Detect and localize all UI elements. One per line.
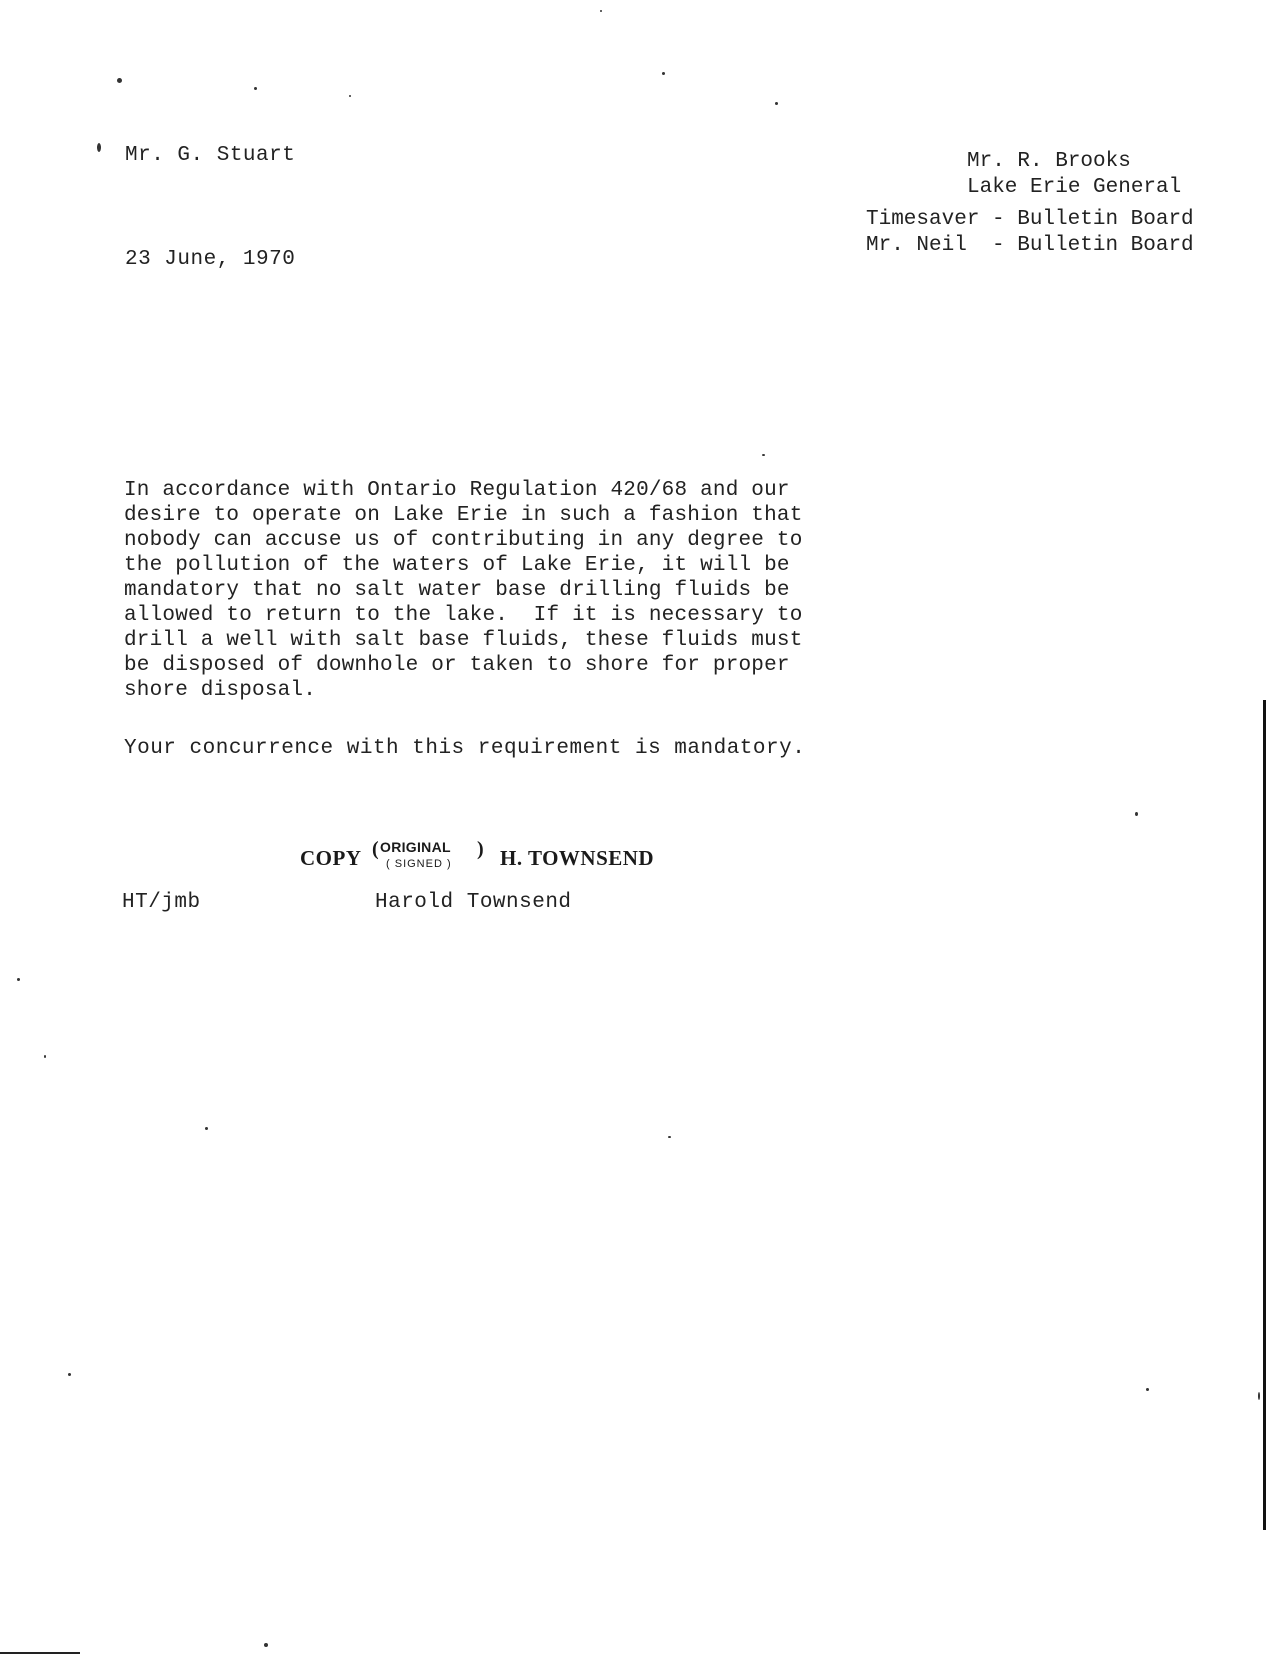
body-line: allowed to return to the lake. If it is necessary to	[124, 604, 803, 627]
scan-speck	[775, 102, 778, 105]
scan-edge-line	[1263, 700, 1266, 1530]
stamp-signer-name: H. TOWNSEND	[500, 846, 655, 870]
scan-speck	[68, 1373, 71, 1376]
scan-edge-line	[0, 1652, 80, 1654]
scan-speck	[97, 143, 101, 152]
scan-speck	[1135, 812, 1138, 816]
scan-speck	[762, 454, 765, 456]
scan-speck	[668, 1136, 671, 1138]
body-line: nobody can accuse us of contributing in any degree to	[124, 529, 803, 552]
scan-speck	[44, 1055, 46, 1058]
scan-speck	[349, 95, 351, 97]
scan-speck	[205, 1127, 208, 1130]
cc-entry: Lake Erie General	[967, 176, 1182, 199]
scan-speck	[662, 72, 665, 75]
scan-speck	[600, 10, 602, 12]
stamp-paren: )	[477, 838, 484, 860]
stamp-signed-label: ( SIGNED )	[386, 858, 452, 870]
scan-speck	[264, 1643, 268, 1647]
cc-entry: Timesaver - Bulletin Board	[866, 208, 1194, 231]
recipient-name: Mr. G. Stuart	[125, 144, 296, 167]
stamp-signed-text: SIGNED	[394, 858, 443, 870]
scan-speck	[1258, 1392, 1260, 1400]
body-line: the pollution of the waters of Lake Erie, it will be	[124, 554, 790, 577]
signature-stamp	[300, 836, 700, 876]
letter-date: 23 June, 1970	[125, 248, 296, 271]
scan-speck	[17, 978, 20, 981]
scan-speck	[254, 87, 257, 90]
body-paragraph	[124, 478, 824, 703]
body-line: desire to operate on Lake Erie in such a fashion that	[124, 504, 803, 527]
cc-entry: Mr. Neil - Bulletin Board	[866, 234, 1194, 257]
scan-speck	[117, 78, 122, 83]
stamp-original-label: ORIGINAL	[380, 839, 451, 855]
closing-sentence: Your concurrence with this requirement is mandatory.	[124, 737, 806, 760]
stamp-copy-label: COPY	[300, 846, 362, 870]
body-line: In accordance with Ontario Regulation 420/68 and our	[124, 479, 790, 502]
body-line: drill a well with salt base fluids, these fluids must	[124, 629, 803, 652]
signer-name: Harold Townsend	[375, 891, 572, 914]
stamp-paren: (	[372, 838, 379, 860]
typist-initials: HT/jmb	[122, 891, 201, 914]
cc-entry: Mr. R. Brooks	[967, 150, 1131, 173]
scan-speck	[1146, 1388, 1149, 1391]
body-line: mandatory that no salt water base drilling fluids be	[124, 579, 790, 602]
body-line: be disposed of downhole or taken to shore for proper	[124, 654, 790, 677]
body-line: shore disposal.	[124, 679, 317, 702]
